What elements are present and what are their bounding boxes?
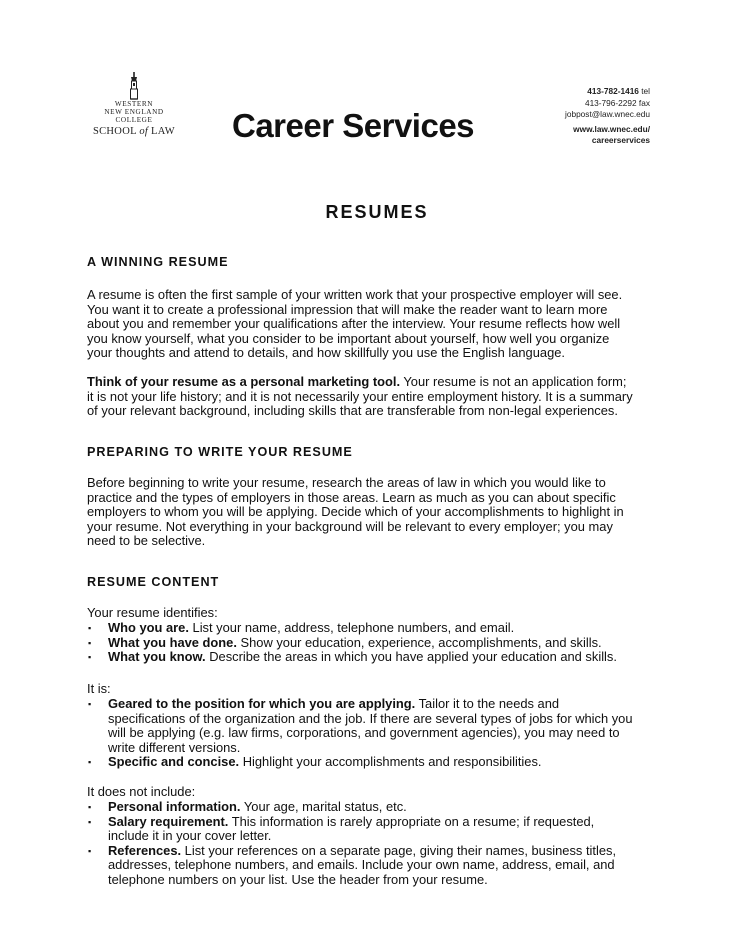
- logo-line-school-of-law: SCHOOL of LAW: [92, 126, 176, 137]
- list-item: ▪ Who you are. List your name, address, telephone numbers, and email.: [88, 620, 515, 635]
- career-services-heading: Career Services: [232, 107, 475, 144]
- logo-line-new-england: NEW ENGLAND: [104, 108, 164, 116]
- bullet-icon: ▪: [88, 802, 92, 812]
- school-logo: [86, 72, 182, 137]
- paragraph-winning-resume-2: Think of your resume as a personal marketing tool. Your resume is not an application form; it is not your life history; and it is not necessarily your entire employment history. It is a summary of your relevant background, including skills that are transferable from non-legal experiences.: [87, 374, 633, 419]
- group-intro-it-is: It is:: [87, 681, 111, 696]
- section-heading-preparing: PREPARING TO WRITE YOUR RESUME: [87, 445, 353, 459]
- paragraph-winning-resume-1: A resume is often the first sample of your written work that your prospective employer will see. You want it to create a professional impression that will make the reader want to learn more about you and remember your qualifications after the interview. Your resume reflects how well you know yourself, what you consider to be important about yourself, how well you organize your thoughts and attend to details, and how skillfully you use the English language.: [87, 287, 623, 361]
- bullet-icon: ▪: [88, 757, 92, 768]
- bullet-list-it-is: [87, 697, 647, 770]
- logo-line-western: WESTERN: [114, 100, 154, 108]
- section-heading-winning-resume: A WINNING RESUME: [87, 255, 229, 269]
- group-intro-does-not-include: It does not include:: [87, 784, 196, 799]
- list-item: ▪ References. List your references on a separate page, giving their names, business titles, addresses, telephone numbers, and emails. Include your own name, address, email, and telephone numbers on your list. Use the header from your resume.: [88, 842, 617, 887]
- section-heading-resume-content: RESUME CONTENT: [87, 575, 220, 589]
- bullet-icon: ▪: [88, 845, 92, 856]
- list-item: ▪ Specific and concise. Highlight your accomplishments and responsibilities.: [88, 754, 542, 770]
- phone-line: 413-782-1416 tel: [587, 86, 650, 96]
- bullet-list-identifies: [87, 621, 647, 665]
- bullet-list-does-not-include: [87, 800, 647, 888]
- paragraph-preparing: Before beginning to write your resume, research the areas of law in which you would like to practice and the types of employers in those areas. Learn as much as you can about specific employers to whom you will be applying. Decide which of your accomplishments to highlight in your resume. Not everything in your background will be relevant to every employer; you may need to be selective.: [87, 475, 624, 549]
- list-item: ▪ Geared to the position for which you are applying. Tailor it to the needs and specifications of the organization and the job. If there are several types of jobs for which you will be applying (e.g. law firms, corporations, and government agencies), you may need to write different versions.: [88, 696, 633, 755]
- bullet-icon: ▪: [88, 816, 92, 827]
- website-line-2: careerservices: [591, 135, 650, 146]
- group-intro-identifies: Your resume identifies:: [87, 605, 218, 620]
- bullet-icon: ▪: [88, 699, 92, 709]
- bullet-icon: ▪: [88, 623, 92, 633]
- list-item: ▪ What you have done. Show your education, experience, accomplishments, and skills.: [88, 634, 602, 650]
- clock-tower-icon: [128, 72, 140, 100]
- list-item: ▪ What you know. Describe the areas in which you have applied your education and skills.: [88, 649, 617, 665]
- bullet-icon: ▪: [88, 637, 92, 648]
- list-item: ▪ Personal information. Your age, marital status, etc.: [88, 799, 407, 814]
- document-title: RESUMES: [325, 202, 429, 222]
- bullet-icon: ▪: [88, 652, 92, 663]
- contact-block: [548, 86, 650, 147]
- fax-line: 413-796-2292 fax: [584, 97, 650, 108]
- logo-line-college: COLLEGE: [115, 116, 153, 124]
- website-line-1: www.law.wnec.edu/: [573, 123, 650, 134]
- email-line: jobpost@law.wnec.edu: [565, 109, 650, 120]
- list-item: ▪ Salary requirement. This information is rarely appropriate on a resume; if requested, include it in your cover letter.: [88, 813, 595, 844]
